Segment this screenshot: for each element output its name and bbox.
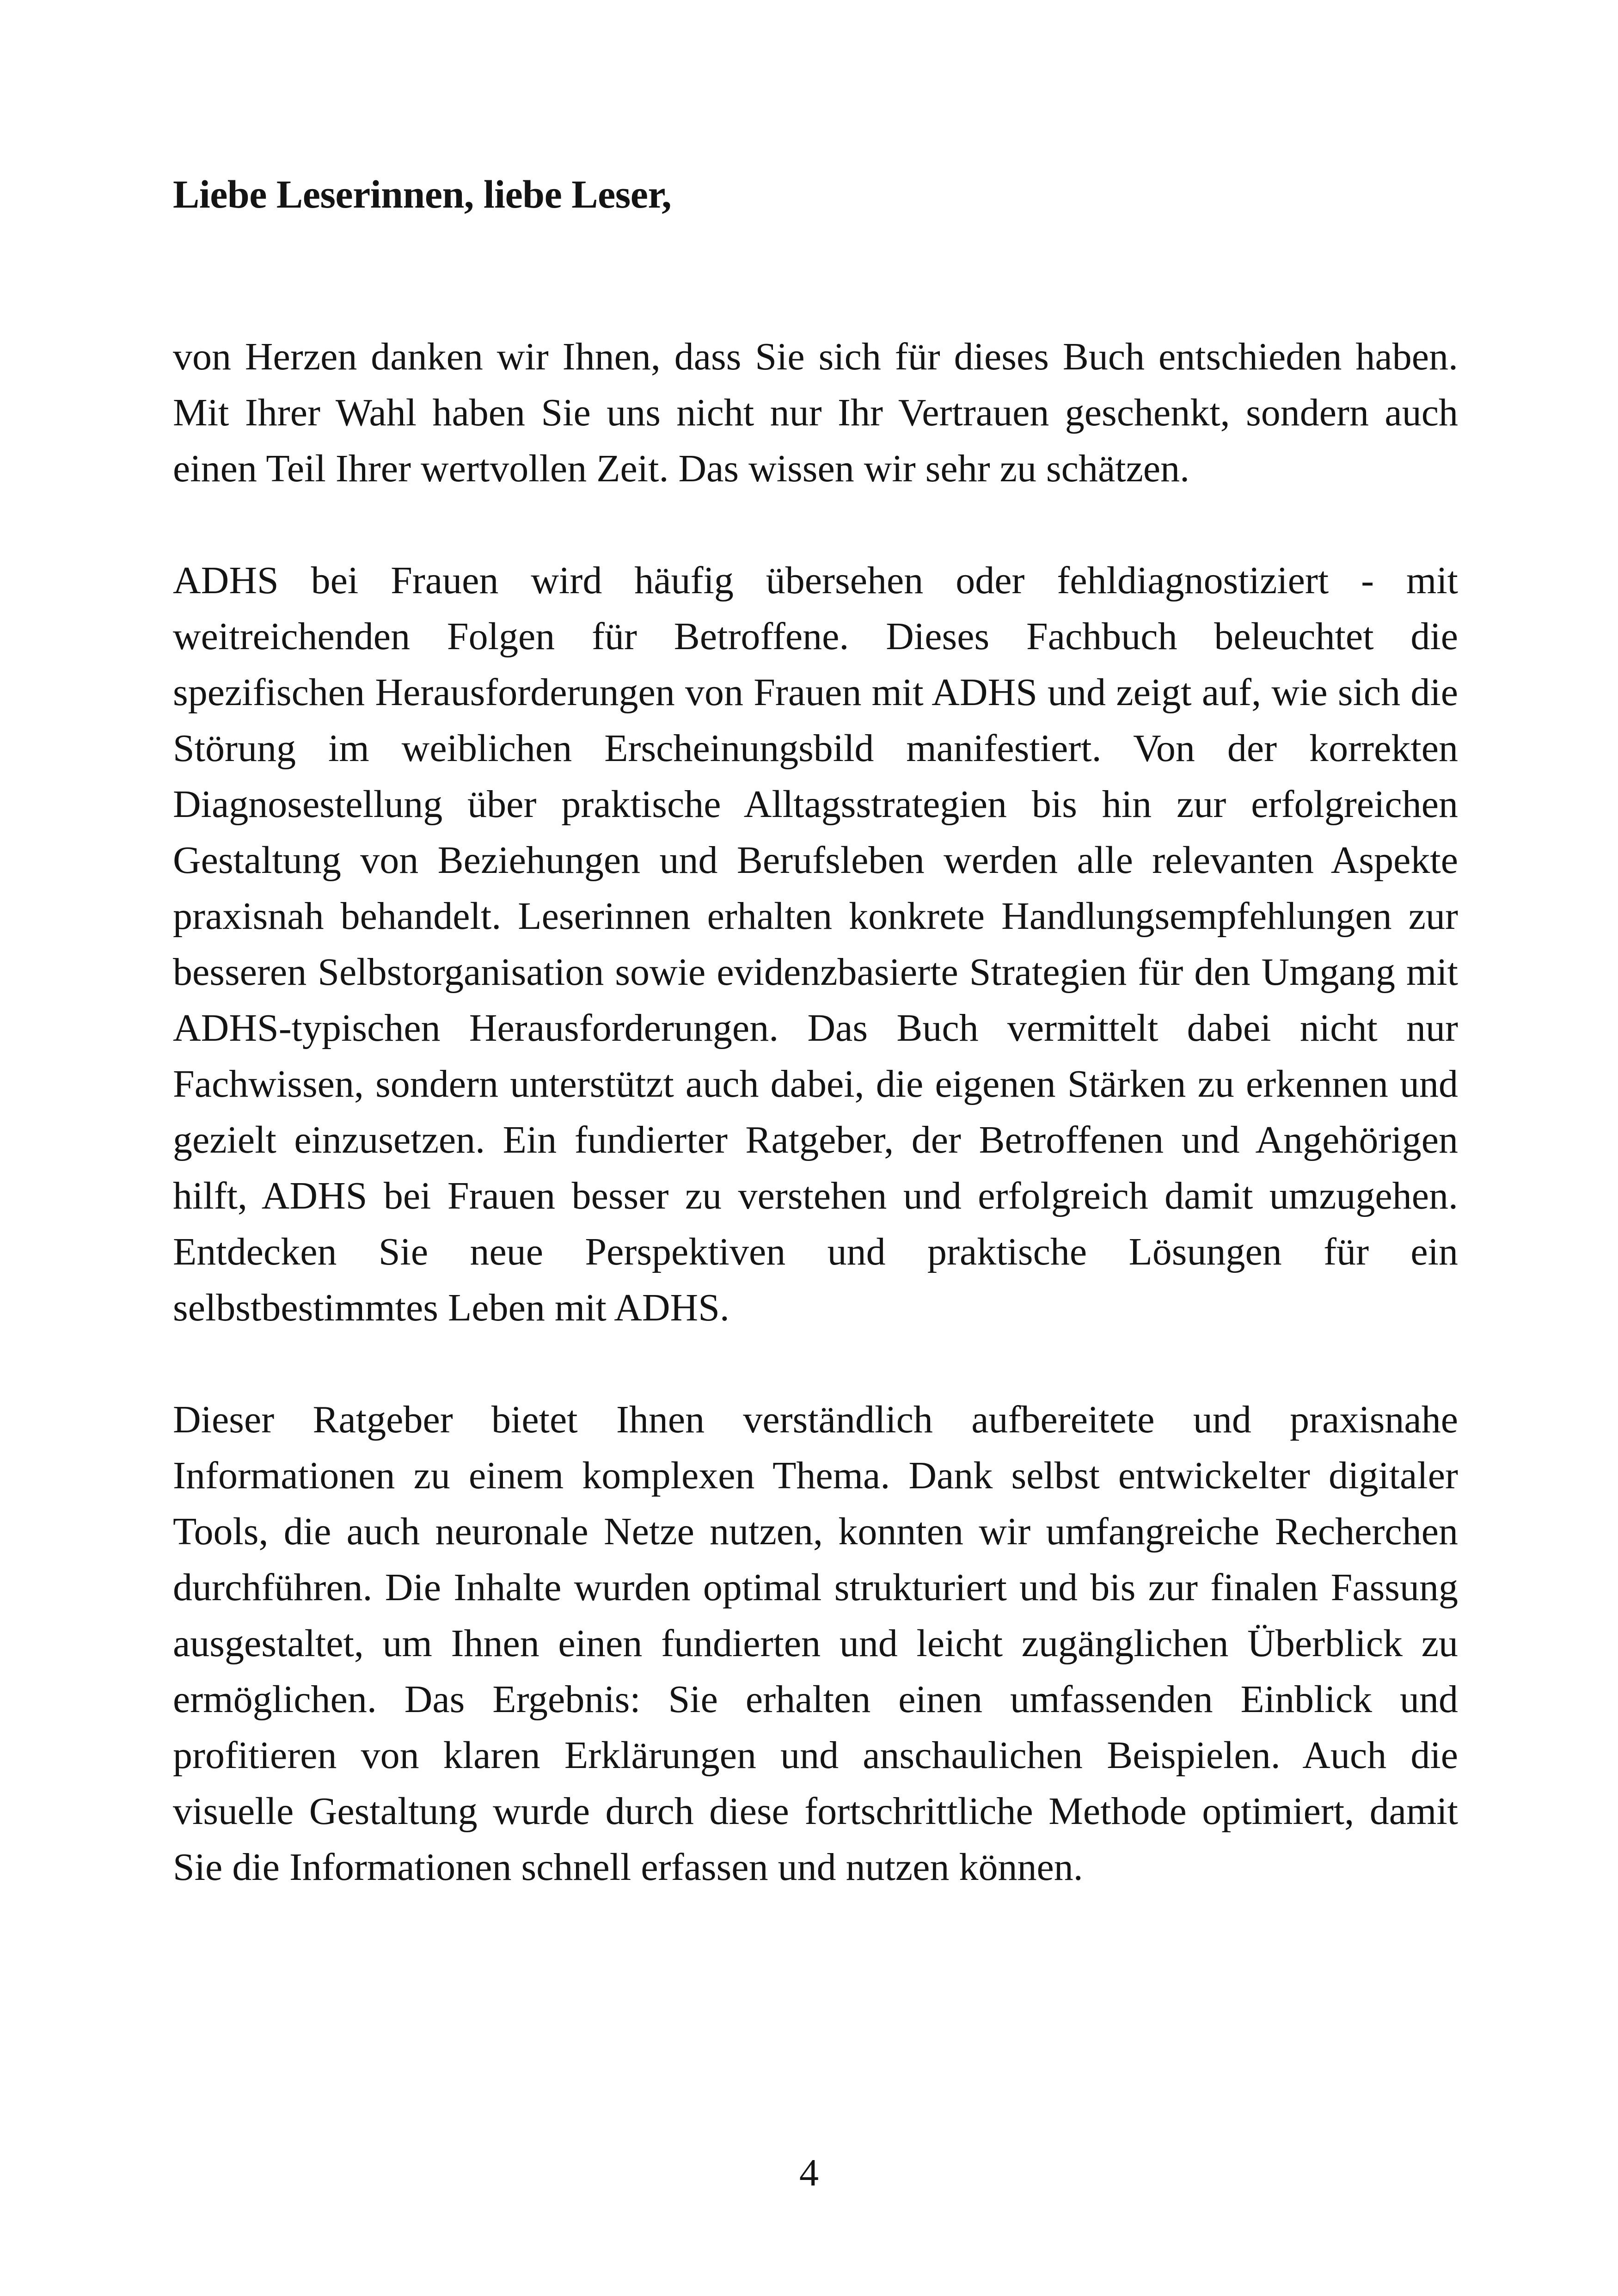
method-paragraph: Dieser Ratgeber bietet Ihnen verständlich aufbereitete und praxisnahe Informationen zu einem komplexen Thema. Dank selbst entwickelter digitaler Tools, die auch neuronale Netze nutzen, konnten wir umfangreiche Recherchen durchführen. Die Inhalte wurden optimal strukturiert und bis zur finalen Fassung ausgestaltet, um Ihnen einen fundierten und leicht zugänglichen Überblick zu ermöglichen. Das Ergebnis: Sie erhalten einen umfassenden Einblick und profitieren von klaren Erklärungen und anschaulichen Beispielen. Auch die visuelle Gestaltung wurde durch diese fortschrittliche Methode optimiert, damit Sie die Informationen schnell erfassen und nutzen können. [173,1398,1458,1889]
book-description-paragraph: ADHS bei Frauen wird häufig übersehen oder fehldiagnostiziert - mit weitreichenden Folgen für Betroffene. Dieses Fachbuch beleuchtet die spezifischen Herausforderungen von Frauen mit ADHS und zeigt auf, wie sich die Störung im weiblichen Erscheinungsbild manifestiert. Von der korrekten Diagnosestellung über praktische Alltagsstrategien bis hin zur erfolgreichen Gestaltung von Beziehungen und Berufsleben werden alle relevanten Aspekte praxisnah behandelt. Leserinnen erhalten konkrete Handlungsempfehlungen zur besseren Selbstorganisation sowie evidenzbasierte Strategien für den Umgang mit ADHS-typischen Herausforderungen. Das Buch vermittelt dabei nicht nur Fachwissen, sondern unterstützt auch dabei, die eigenen Stärken zu erkennen und gezielt einzusetzen. Ein fundierter Ratgeber, der Betroffenen und Angehörigen hilft, ADHS bei Frauen besser zu verstehen und erfolgreich damit umzugehen. Entdecken Sie neue Perspektiven und praktische Lösungen für ein selbstbestimmtes Leben mit ADHS. [173,559,1458,1329]
intro-paragraph: von Herzen danken wir Ihnen, dass Sie sich für dieses Buch entschieden haben. Mit Ihrer Wahl haben Sie uns nicht nur Ihr Vertrauen geschenkt, sondern auch einen Teil Ihrer wertvollen Zeit. Das wissen wir sehr zu schätzen. [173,335,1458,490]
page-content [173,166,1458,1895]
page-number: 4 [799,2151,819,2194]
greeting-heading: Liebe Leserinnen, liebe Leser, [173,172,672,216]
